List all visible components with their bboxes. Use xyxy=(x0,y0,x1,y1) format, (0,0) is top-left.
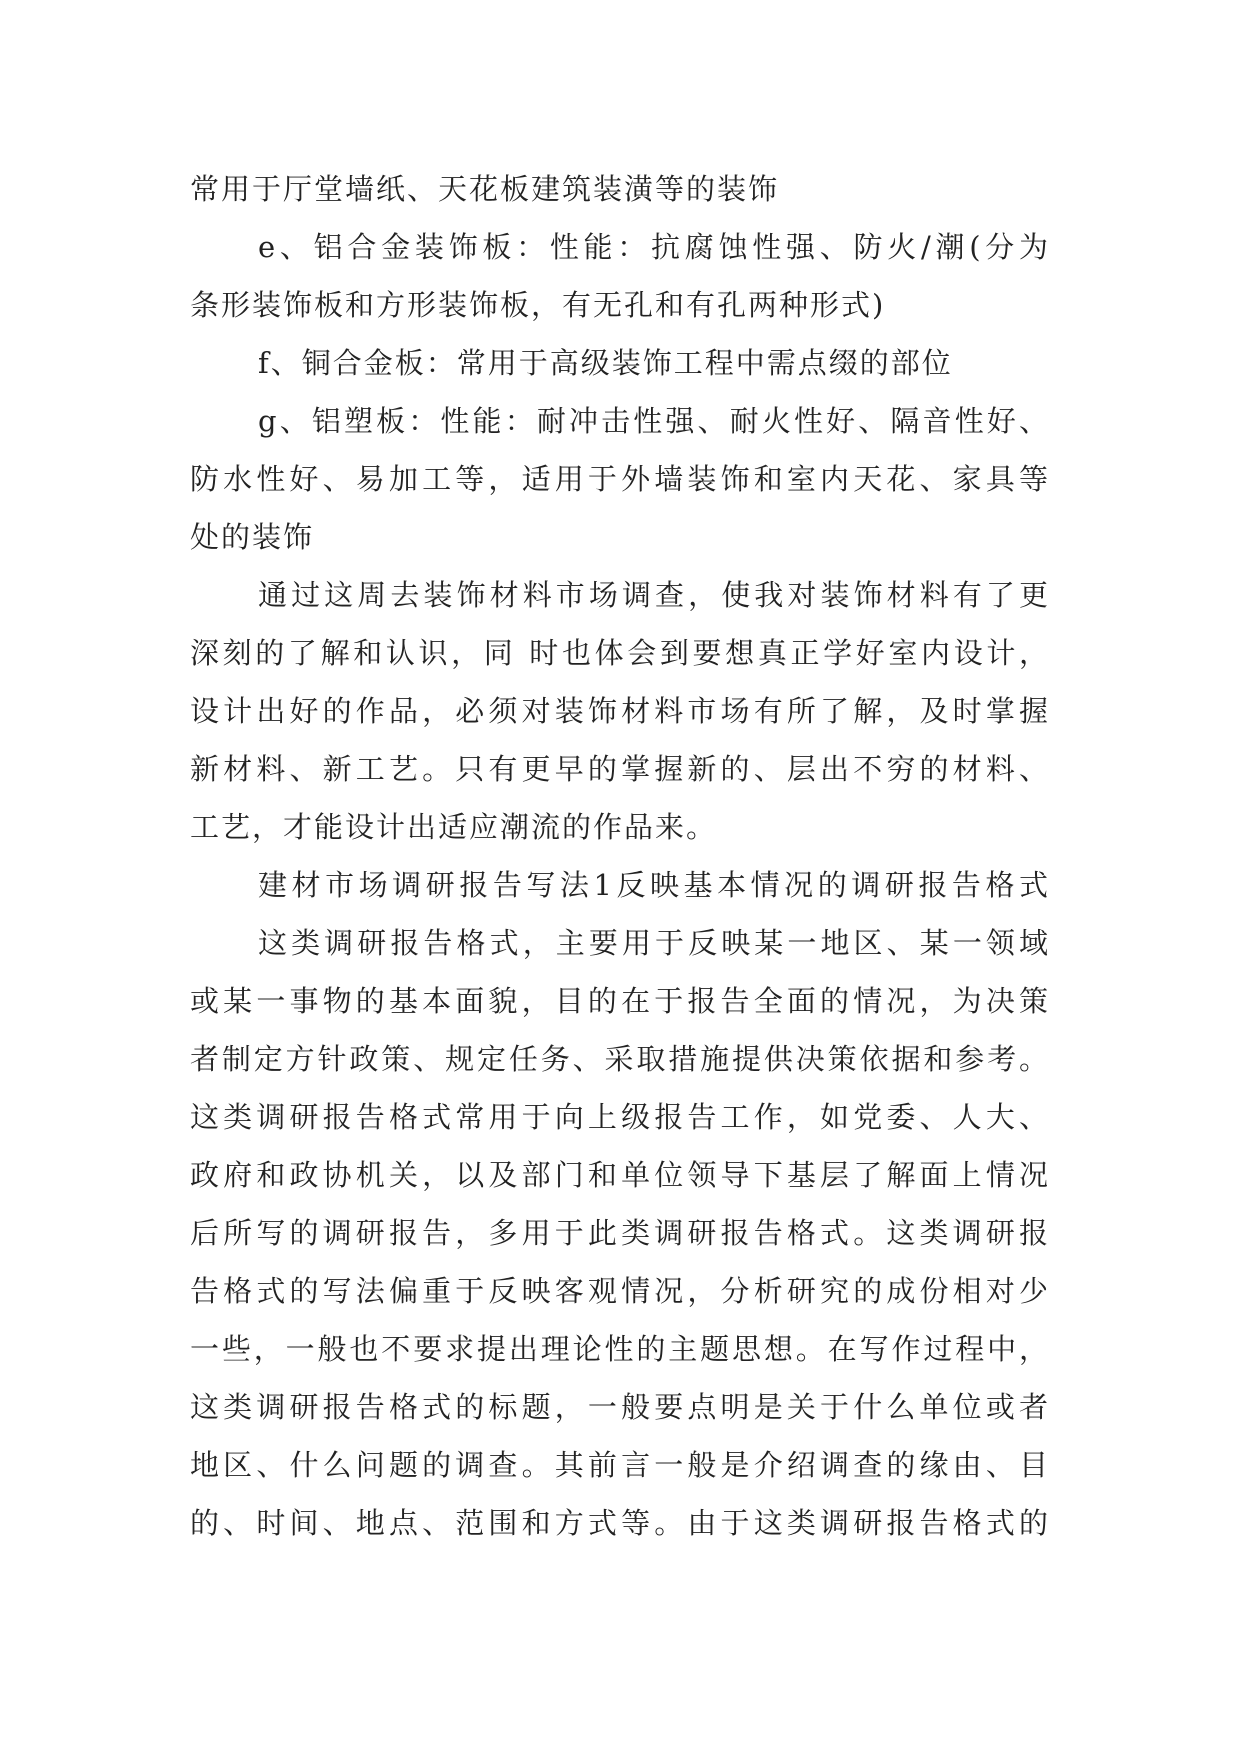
text-line: 后所写的调研报告，多用于此类调研报告格式。这类调研报 xyxy=(190,1216,1050,1250)
text-line: 告格式的写法偏重于反映客观情况，分析研究的成份相对少 xyxy=(190,1274,1050,1308)
text-line: 地区、什么问题的调查。其前言一般是介绍调查的缘由、目 xyxy=(190,1448,1050,1482)
text-line: 政府和政协机关，以及部门和单位领导下基层了解面上情况 xyxy=(190,1158,1050,1192)
text-line: 的、时间、地点、范围和方式等。由于这类调研报告格式的 xyxy=(190,1506,1050,1540)
text-line: 者制定方针政策、规定任务、采取措施提供决策依据和参考。 xyxy=(190,1042,1050,1076)
text-line: 工艺，才能设计出适应潮流的作品来。 xyxy=(190,810,718,844)
text-line: e、铝合金装饰板：性能：抗腐蚀性强、防火/潮(分为 xyxy=(258,230,1050,264)
text-line: 常用于厅堂墙纸、天花板建筑装潢等的装饰 xyxy=(190,172,780,206)
text-line: f、铜合金板：常用于高级装饰工程中需点缀的部位 xyxy=(258,346,953,380)
text-line: g、铝塑板：性能：耐冲击性强、耐火性好、隔音性好、 xyxy=(258,404,1050,438)
text-line: 或某一事物的基本面貌，目的在于报告全面的情况，为决策 xyxy=(190,984,1050,1018)
text-line: 新材料、新工艺。只有更早的掌握新的、层出不穷的材料、 xyxy=(190,752,1050,786)
text-line: 处的装饰 xyxy=(190,520,315,554)
body-text xyxy=(190,160,1050,1552)
text-line: 建材市场调研报告写法1反映基本情况的调研报告格式 xyxy=(258,868,1050,902)
text-line: 这类调研报告格式，主要用于反映某一地区、某一领域 xyxy=(258,926,1050,960)
text-line: 这类调研报告格式的标题，一般要点明是关于什么单位或者 xyxy=(190,1390,1050,1424)
text-line: 设计出好的作品，必须对装饰材料市场有所了解，及时掌握 xyxy=(190,694,1050,728)
text-line: 防水性好、易加工等，适用于外墙装饰和室内天花、家具等 xyxy=(190,462,1050,496)
text-line: 条形装饰板和方形装饰板，有无孔和有孔两种形式) xyxy=(190,288,886,322)
text-line: 深刻的了解和认识，同 时也体会到要想真正学好室内设计， xyxy=(190,636,1050,670)
text-line: 通过这周去装饰材料市场调查，使我对装饰材料有了更 xyxy=(258,578,1050,612)
text-line: 这类调研报告格式常用于向上级报告工作，如党委、人大、 xyxy=(190,1100,1050,1134)
text-line: 一些，一般也不要求提出理论性的主题思想。在写作过程中， xyxy=(190,1332,1050,1366)
